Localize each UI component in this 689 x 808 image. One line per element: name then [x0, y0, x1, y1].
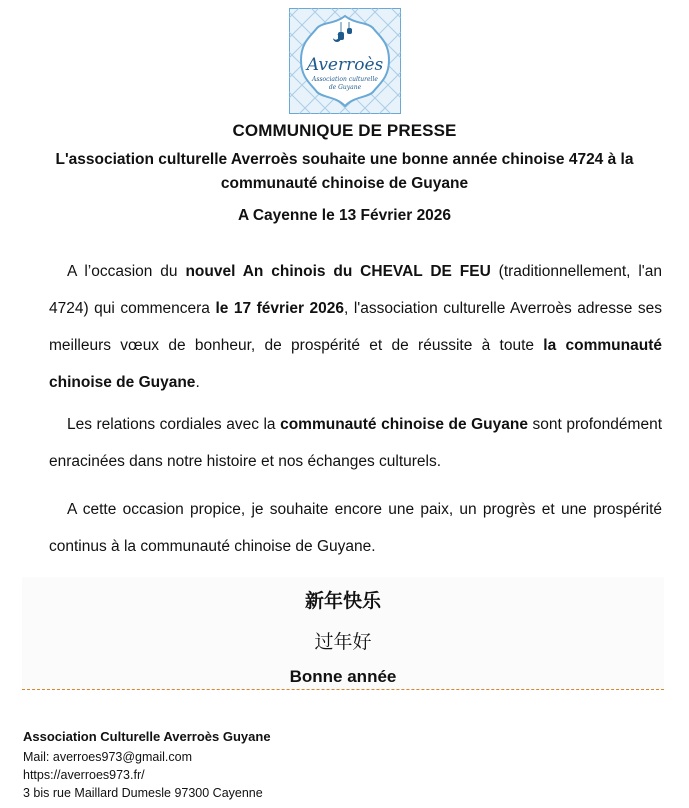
- logo-graphic: [289, 8, 401, 114]
- greeting-chinese-1: 新年快乐: [304, 590, 381, 612]
- greeting-chinese-2: 过年好: [314, 631, 372, 653]
- greetings-box: [22, 577, 664, 690]
- press-release-subtitle: [0, 148, 689, 196]
- p2-bold-1: communauté chinoise de Guyane: [280, 416, 528, 433]
- footer-mail[interactable]: Mail: averroes973@gmail.com: [23, 750, 193, 764]
- footer-org-name: Association Culturelle Averroès Guyane: [23, 729, 271, 744]
- paragraph-2: [49, 406, 662, 480]
- logo-brand: Averroès: [306, 55, 384, 75]
- subtitle-line-2: communauté chinoise de Guyane: [220, 175, 469, 192]
- p2-text-1: Les relations cordiales avec la: [67, 416, 281, 433]
- p1-bold-2: le 17 février 2026: [215, 300, 345, 317]
- logo-tagline-2: de Guyane: [328, 84, 362, 91]
- footer-contact: [23, 728, 271, 802]
- p1-text-2: (traditionnellement, l'an 4724) qui commencera: [49, 263, 663, 317]
- footer-address: 3 bis rue Maillard Dumesle 97300 Cayenne: [23, 786, 263, 800]
- greeting-french: Bonne année: [289, 667, 397, 686]
- press-release-title: COMMUNIQUE DE PRESSE: [232, 121, 457, 140]
- p1-text-3: , l'association culturelle Averroès adresse ses meilleurs vœux de bonheur, de prospérité et de réussite à toute: [49, 300, 663, 354]
- p1-text-4: .: [195, 374, 200, 391]
- footer-website-link[interactable]: https://averroes973.fr/: [23, 768, 145, 782]
- p1-text-1: A l’occasion du: [67, 263, 186, 280]
- paragraph-3: [49, 491, 662, 565]
- p2-text-2: sont profondément enracinées dans notre histoire et nos échanges culturels.: [49, 416, 662, 470]
- logo-tagline-1: Association culturelle: [312, 76, 378, 83]
- paragraph-1: [49, 253, 662, 401]
- release-date: A Cayenne le 13 Février 2026: [237, 207, 452, 224]
- association-logo: [289, 8, 401, 114]
- p3-text-1: A cette occasion propice, je souhaite encore une paix, un progrès et une prospérité continus à la communauté chinoise de Guyane.: [49, 501, 662, 555]
- p1-bold-3: la communauté chinoise de Guyane: [49, 337, 662, 391]
- p1-bold-1: nouvel An chinois du CHEVAL DE FEU: [185, 263, 491, 280]
- subtitle-line-1: L'association culturelle Averroès souhaite une bonne année chinoise 4724 à la: [55, 151, 634, 168]
